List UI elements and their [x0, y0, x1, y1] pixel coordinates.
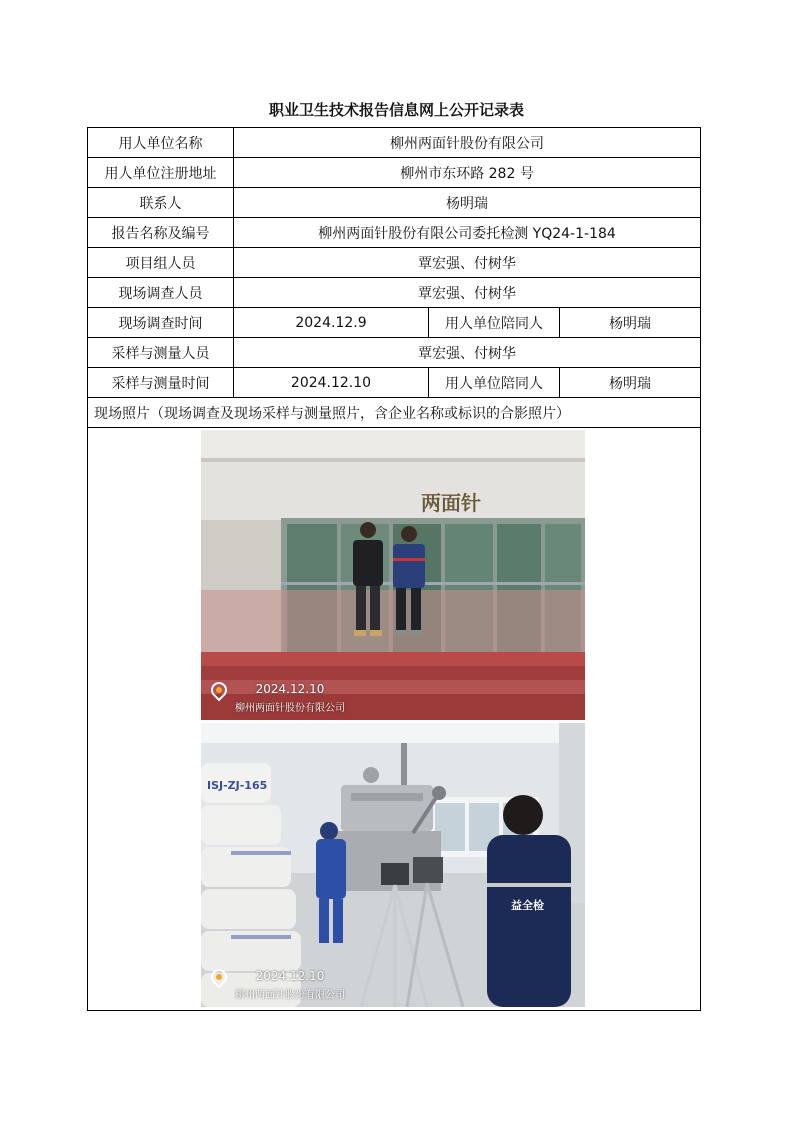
label-employer-address: 用人单位注册地址	[88, 158, 234, 188]
row-survey-time	[88, 308, 701, 338]
row-survey-staff	[88, 278, 701, 308]
bag-label: ISJ-ZJ-165	[207, 779, 268, 792]
document-title: 职业卫生技术报告信息网上公开记录表	[268, 101, 524, 119]
label-sampling-staff: 采样与测量人员	[88, 338, 234, 368]
location-pin-icon	[208, 679, 231, 702]
label-employer-name: 用人单位名称	[88, 128, 234, 158]
label-sampling-time: 采样与测量时间	[88, 368, 234, 398]
label-survey-staff: 现场调查人员	[88, 278, 234, 308]
photo-sampling	[201, 723, 585, 1007]
value-survey-time: 2024.12.9	[234, 308, 429, 338]
photos-cell	[88, 428, 701, 1011]
photo-stamp-2	[209, 969, 345, 1001]
row-project-members	[88, 248, 701, 278]
label-survey-time: 现场调查时间	[88, 308, 234, 338]
photo-company-1: 柳州两面针股份有限公司	[235, 703, 345, 714]
company-sign: 两面针	[421, 491, 481, 515]
row-employer-name	[88, 128, 701, 158]
value-employer-address: 柳州市东环路 282 号	[234, 158, 701, 188]
value-sampling-escort: 杨明瑞	[560, 368, 701, 398]
label-report: 报告名称及编号	[88, 218, 234, 248]
location-pin-icon	[208, 966, 231, 989]
record-table	[87, 127, 701, 1011]
row-employer-address	[88, 158, 701, 188]
vest-label: 益全检	[511, 899, 544, 912]
row-sampling-staff	[88, 338, 701, 368]
value-survey-escort: 杨明瑞	[560, 308, 701, 338]
photo-company-2: 柳州两面针股份有限公司	[235, 990, 345, 1001]
photo-stamp-1	[209, 682, 345, 714]
row-sampling-time	[88, 368, 701, 398]
value-contact: 杨明瑞	[234, 188, 701, 218]
sampling-scene	[201, 723, 585, 1007]
row-photos	[88, 428, 701, 1011]
value-sampling-staff: 覃宏强、付树华	[234, 338, 701, 368]
value-project-members: 覃宏强、付树华	[234, 248, 701, 278]
label-sampling-escort: 用人单位陪同人	[429, 368, 560, 398]
photo-date-2: 2024.12.10	[255, 969, 325, 983]
label-survey-escort: 用人单位陪同人	[429, 308, 560, 338]
photo-entrance	[201, 430, 585, 720]
label-photos: 现场照片（现场调查及现场采样与测量照片，含企业名称或标识的合影照片）	[88, 398, 701, 428]
entrance-scene	[201, 430, 585, 720]
row-report	[88, 218, 701, 248]
value-sampling-time: 2024.12.10	[234, 368, 429, 398]
row-photos-label	[88, 398, 701, 428]
label-project-members: 项目组人员	[88, 248, 234, 278]
row-contact	[88, 188, 701, 218]
value-employer-name: 柳州两面针股份有限公司	[234, 128, 701, 158]
value-report: 柳州两面针股份有限公司委托检测 YQ24-1-184	[234, 218, 701, 248]
label-contact: 联系人	[88, 188, 234, 218]
photo-date-1: 2024.12.10	[255, 682, 325, 696]
value-survey-staff: 覃宏强、付树华	[234, 278, 701, 308]
